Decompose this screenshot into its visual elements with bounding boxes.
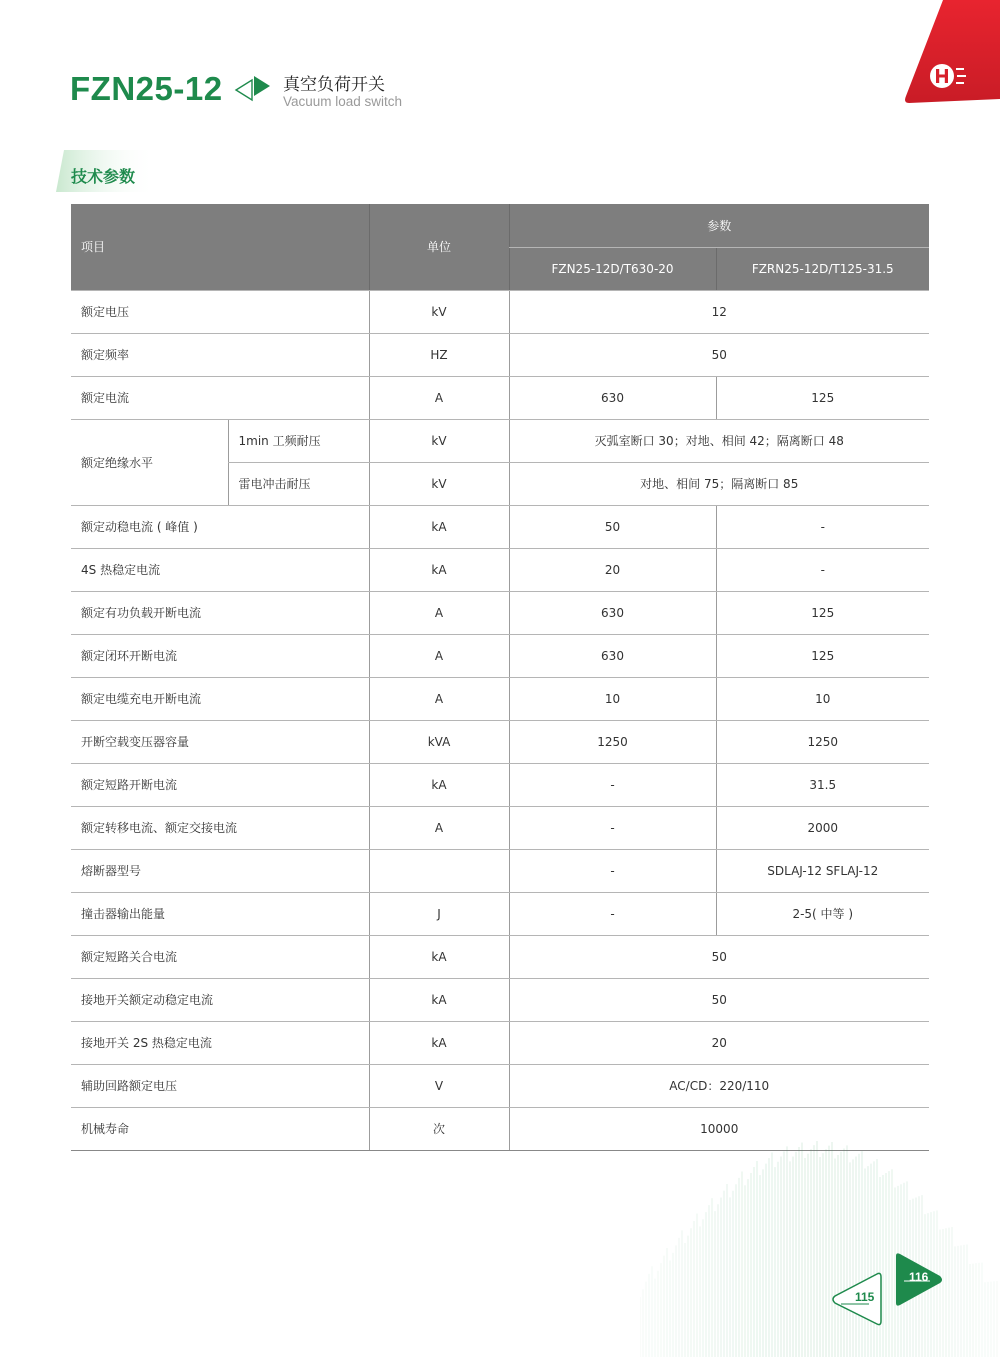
row-value: 12 <box>509 290 929 333</box>
row-unit: kA <box>369 978 509 1021</box>
brand-logo-icon <box>927 61 967 91</box>
row-unit: A <box>369 677 509 720</box>
row-group-name: 额定绝缘水平 <box>71 419 228 505</box>
row-unit: A <box>369 806 509 849</box>
row-value-b: 31.5 <box>716 763 929 806</box>
footer-stripes-decor <box>640 1140 1000 1357</box>
table-row <box>71 720 929 763</box>
row-name: 额定短路关合电流 <box>71 935 369 978</box>
row-unit: kV <box>369 462 509 505</box>
table-row <box>71 634 929 677</box>
table-row <box>71 763 929 806</box>
row-value-b: 125 <box>716 634 929 677</box>
row-unit: kV <box>369 290 509 333</box>
row-unit: kA <box>369 1021 509 1064</box>
table-row <box>71 591 929 634</box>
row-name: 额定闭环开断电流 <box>71 634 369 677</box>
row-value-a: 630 <box>509 634 716 677</box>
header-model-a: FZN25-12D/T630-20 <box>509 247 716 290</box>
row-unit: kV <box>369 419 509 462</box>
row-value-a: - <box>509 806 716 849</box>
header-item: 项目 <box>71 204 369 290</box>
row-unit: kA <box>369 548 509 591</box>
row-value: 50 <box>509 978 929 1021</box>
table-row <box>71 849 929 892</box>
row-unit: kA <box>369 505 509 548</box>
page-number-next: 116 <box>909 1270 929 1284</box>
section-title: 技术参数 <box>71 167 136 186</box>
row-value-b: 2000 <box>716 806 929 849</box>
row-name: 额定电缆充电开断电流 <box>71 677 369 720</box>
row-value: 50 <box>509 333 929 376</box>
table-row <box>71 677 929 720</box>
row-sub-name: 1min 工频耐压 <box>228 419 369 462</box>
product-title-zh: 真空负荷开关 <box>283 75 385 95</box>
row-name: 撞击器输出能量 <box>71 892 369 935</box>
table-row <box>71 290 929 333</box>
table-row <box>71 892 929 935</box>
row-value-b: - <box>716 505 929 548</box>
row-value: 50 <box>509 935 929 978</box>
row-value-a: 630 <box>509 376 716 419</box>
row-name: 辅助回路额定电压 <box>71 1064 369 1107</box>
row-value-b: 125 <box>716 376 929 419</box>
table-row <box>71 1064 929 1107</box>
row-value-a: 1250 <box>509 720 716 763</box>
table-row <box>71 333 929 376</box>
row-name: 额定转移电流、额定交接电流 <box>71 806 369 849</box>
row-value-a: 50 <box>509 505 716 548</box>
row-name: 熔断器型号 <box>71 849 369 892</box>
row-unit: V <box>369 1064 509 1107</box>
row-value-b: 10 <box>716 677 929 720</box>
row-name: 额定短路开断电流 <box>71 763 369 806</box>
table-row <box>71 806 929 849</box>
table-row <box>71 376 929 419</box>
row-value-b: 2-5( 中等 ) <box>716 892 929 935</box>
row-value-a: - <box>509 849 716 892</box>
row-value: 10000 <box>509 1107 929 1150</box>
row-name: 额定电流 <box>71 376 369 419</box>
play-arrow-icon <box>234 74 274 106</box>
parameters-table <box>71 204 929 1151</box>
product-title-en: Vacuum load switch <box>283 94 403 109</box>
row-value-a: 630 <box>509 591 716 634</box>
row-unit <box>369 849 509 892</box>
row-unit: J <box>369 892 509 935</box>
row-value-a: 10 <box>509 677 716 720</box>
row-value-a: - <box>509 892 716 935</box>
row-unit: HZ <box>369 333 509 376</box>
row-value: 对地、相间 75；隔离断口 85 <box>509 462 929 505</box>
row-value-b: 125 <box>716 591 929 634</box>
row-name: 接地开关额定动稳定电流 <box>71 978 369 1021</box>
row-unit: A <box>369 376 509 419</box>
model-title: FZN25-12 <box>70 70 223 107</box>
row-value-b: - <box>716 548 929 591</box>
header-params: 参数 <box>509 204 929 247</box>
row-value-a: 20 <box>509 548 716 591</box>
row-unit: kA <box>369 763 509 806</box>
row-name: 额定有功负载开断电流 <box>71 591 369 634</box>
header-model-b: FZRN25-12D/T125-31.5 <box>716 247 929 290</box>
row-sub-name: 雷电冲击耐压 <box>228 462 369 505</box>
row-unit: kA <box>369 935 509 978</box>
row-name: 机械寿命 <box>71 1107 369 1150</box>
table-row <box>71 505 929 548</box>
row-unit: A <box>369 591 509 634</box>
row-name: 开断空载变压器容量 <box>71 720 369 763</box>
page-number-prev: 115 <box>855 1290 875 1304</box>
table-row <box>71 419 929 462</box>
row-name: 4S 热稳定电流 <box>71 548 369 591</box>
row-value: 20 <box>509 1021 929 1064</box>
row-value-a: - <box>509 763 716 806</box>
row-unit: kVA <box>369 720 509 763</box>
row-name: 额定动稳电流 ( 峰值 ) <box>71 505 369 548</box>
table-row <box>71 935 929 978</box>
table-row <box>71 548 929 591</box>
row-unit: 次 <box>369 1107 509 1150</box>
table-row <box>71 1021 929 1064</box>
table-row <box>71 978 929 1021</box>
row-name: 额定电压 <box>71 290 369 333</box>
header-unit: 单位 <box>369 204 509 290</box>
row-name: 额定频率 <box>71 333 369 376</box>
row-value: 灭弧室断口 30；对地、相间 42；隔离断口 48 <box>509 419 929 462</box>
row-name: 接地开关 2S 热稳定电流 <box>71 1021 369 1064</box>
row-value-b: 1250 <box>716 720 929 763</box>
row-value: AC/CD：220/110 <box>509 1064 929 1107</box>
row-unit: A <box>369 634 509 677</box>
row-value-b: SDLAJ-12 SFLAJ-12 <box>716 849 929 892</box>
